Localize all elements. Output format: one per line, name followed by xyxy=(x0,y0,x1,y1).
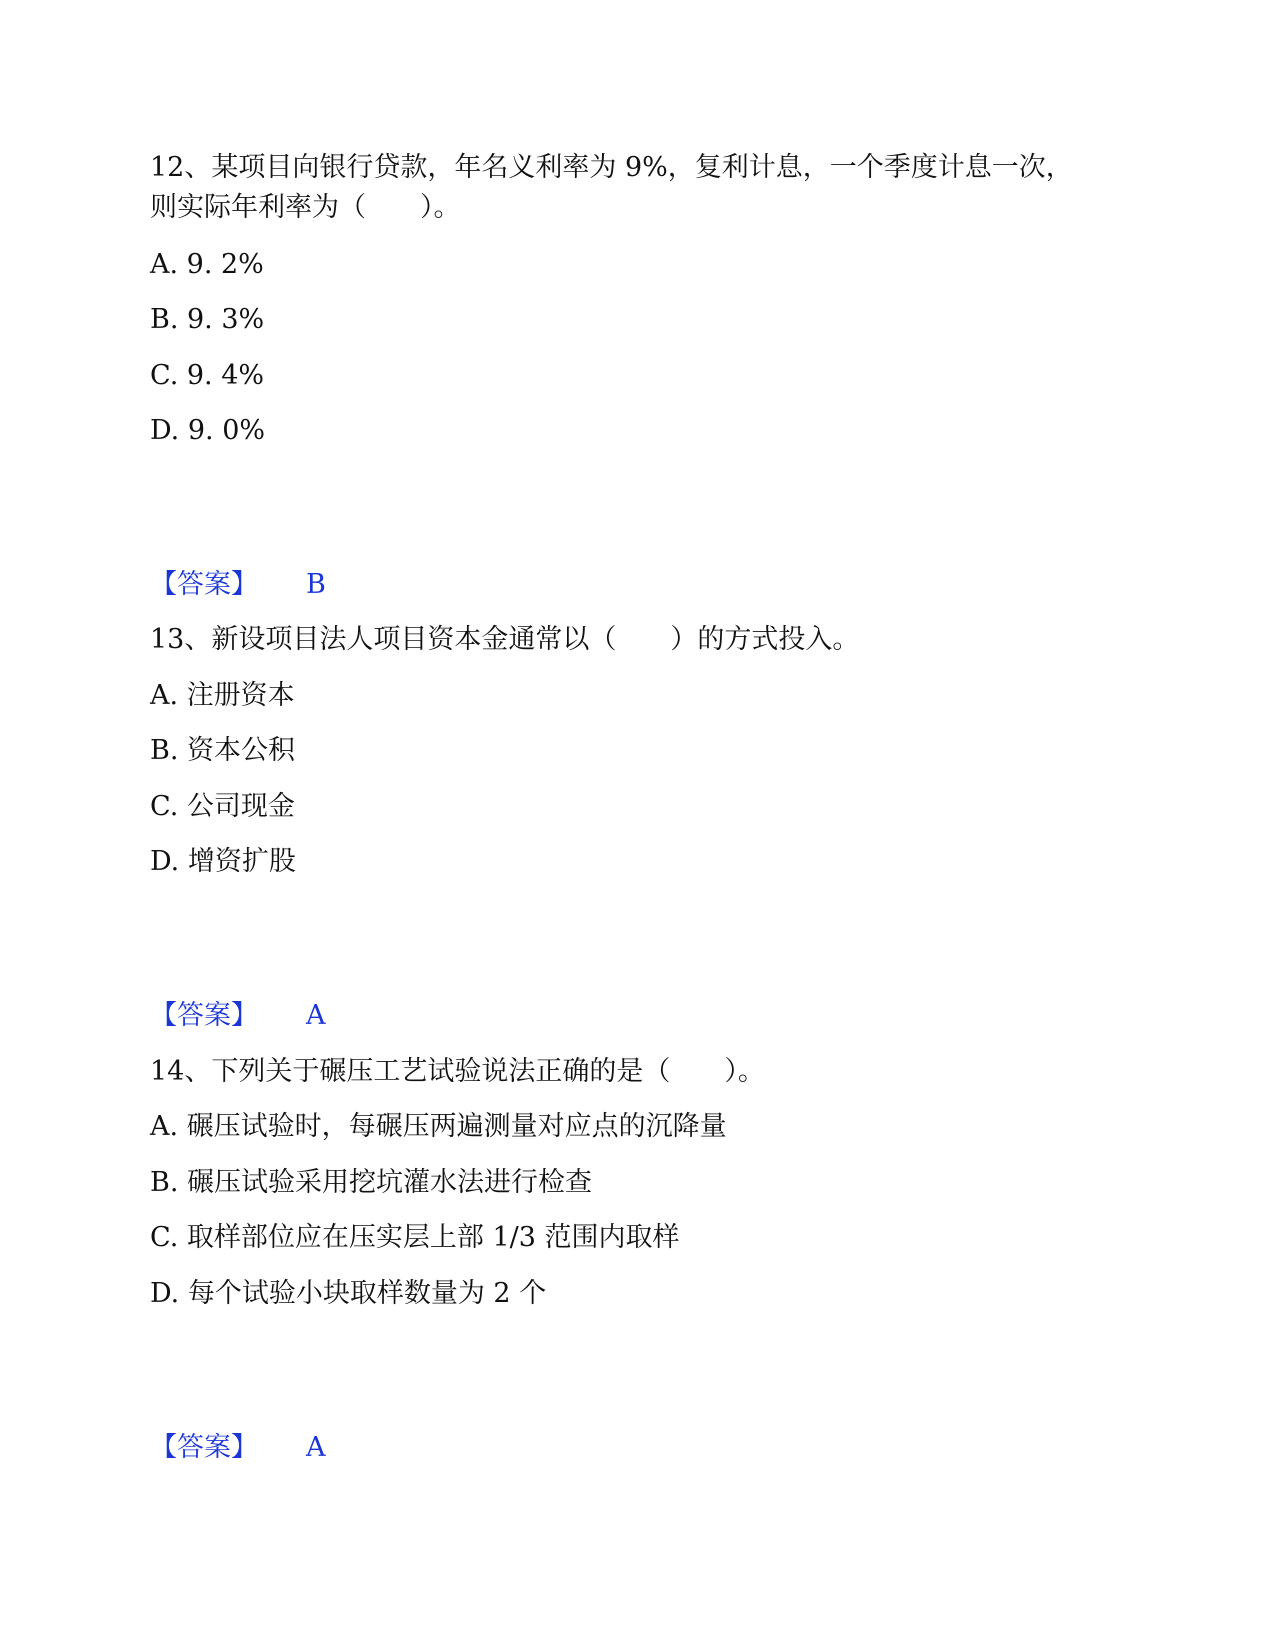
question-12-stem-line2: 则实际年利率为（ ）。 xyxy=(150,192,461,223)
answer-value: A xyxy=(306,1432,326,1463)
question-14-option-c: C. 取样部位应在压实层上部 1/3 范围内取样 xyxy=(150,1222,680,1253)
question-12-stem-line1: 12、某项目向银行贷款，年名义利率为 9%，复利计息，一个季度计息一次， xyxy=(150,152,1073,183)
question-12-option-c: C. 9. 4% xyxy=(150,360,265,391)
question-13-option-a: A. 注册资本 xyxy=(150,680,295,711)
question-14-answer xyxy=(150,1428,326,1468)
answer-label: 【答案】 xyxy=(150,1432,258,1463)
answer-value: B xyxy=(306,569,326,600)
question-14-option-a: A. 碾压试验时，每碾压两遍测量对应点的沉降量 xyxy=(150,1111,727,1142)
question-14-option-b: B. 碾压试验采用挖坑灌水法进行检查 xyxy=(150,1167,593,1198)
answer-label: 【答案】 xyxy=(150,569,258,600)
question-12-option-d: D. 9. 0% xyxy=(150,415,266,446)
answer-label: 【答案】 xyxy=(150,1000,258,1031)
question-12-option-b: B. 9. 3% xyxy=(150,304,265,335)
question-13-option-b: B. 资本公积 xyxy=(150,735,296,766)
question-13-option-c: C. 公司现金 xyxy=(150,791,295,822)
question-12-answer xyxy=(150,565,326,605)
question-13-answer xyxy=(150,996,326,1036)
question-14-stem: 14、下列关于碾压工艺试验说法正确的是（ ）。 xyxy=(150,1056,765,1087)
answer-value: A xyxy=(306,1000,326,1031)
question-13-stem: 13、新设项目法人项目资本金通常以（ ）的方式投入。 xyxy=(150,624,860,655)
question-13-option-d: D. 增资扩股 xyxy=(150,846,296,877)
question-12-option-a: A. 9. 2% xyxy=(150,249,264,280)
question-14-option-d: D. 每个试验小块取样数量为 2 个 xyxy=(150,1278,547,1309)
